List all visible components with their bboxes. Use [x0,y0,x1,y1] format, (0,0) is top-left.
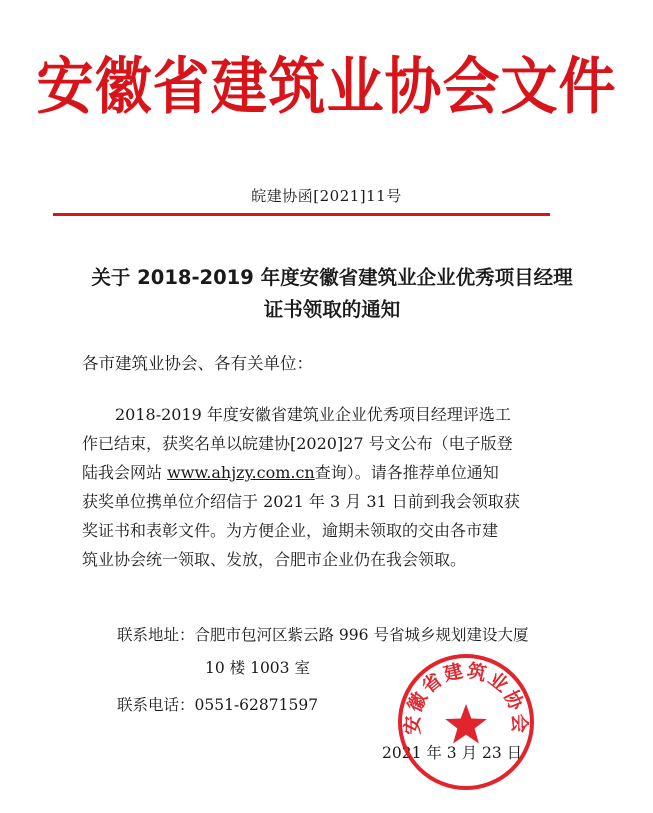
body-line: 获奖单位携单位介绍信于 2021 年 3 月 31 日前到我会领取获 [82,492,520,511]
document-number: 皖建协函[2021]11号 [251,187,402,205]
contact-address-line-1: 联系地址：合肥市包河区紫云路 996 号省城乡规划建设大厦 [117,626,529,644]
body-line: 奖证书和表彰文件。为方便企业，逾期未领取的交由各市建 [82,521,499,540]
salutation: 各市建筑业协会、各有关单位： [82,354,313,373]
website-link[interactable]: www.ahjzy.com.cn [167,463,315,482]
notice-title-line-2: 证书领取的通知 [263,298,401,321]
body-line [82,458,552,487]
body-line: 2018-2019 年度安徽省建筑业企业优秀项目经理评选工 [115,405,511,424]
body-line: 作已结束，获奖名单以皖建协[2020]27 号文公布（电子版登 [82,434,513,453]
notice-body [82,400,552,574]
issue-date: 2021 年 3 月 23 日 [382,744,523,762]
body-line-segment: 查询）。请各推荐单位通知 [314,463,499,482]
contact-address-line-2: 10 楼 1003 室 [205,659,310,677]
notice-title [72,262,592,326]
contact-phone: 联系电话：0551-62871597 [117,696,319,714]
body-line: 筑业协会统一领取、发放，合肥市企业仍在我会领取。 [82,550,467,569]
notice-title-line-1: 关于 2018-2019 年度安徽省建筑业企业优秀项目经理 [91,266,573,289]
seal-text: 安徽省建筑业协会 [401,659,531,735]
star-icon [445,704,487,744]
body-line-segment: 陆我会网站 [82,463,168,482]
document-header-title: 安徽省建筑业协会文件 [36,50,617,123]
red-divider [53,213,550,216]
official-seal [396,652,536,792]
